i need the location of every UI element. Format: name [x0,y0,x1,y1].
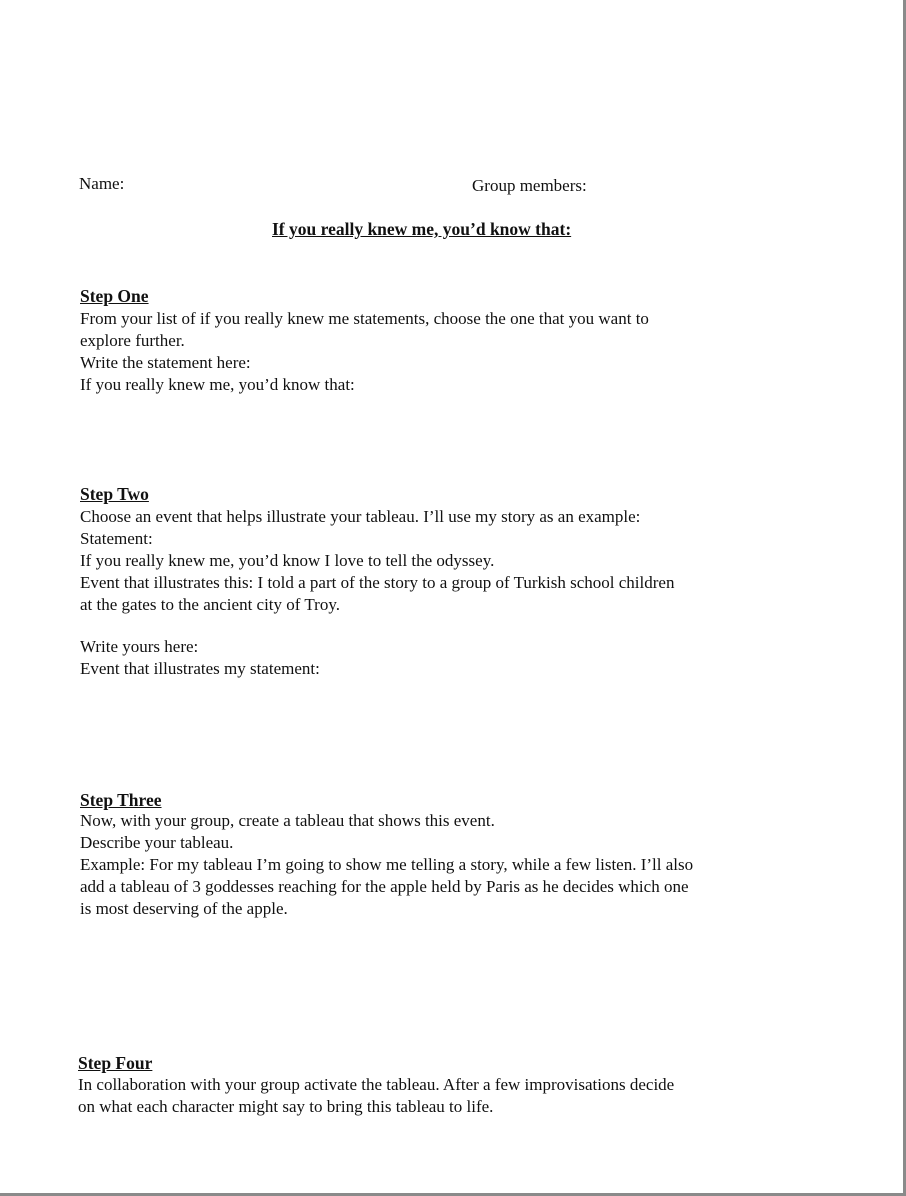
step-one-heading: Step One [80,286,149,306]
step-three-line: Describe your tableau. [80,833,234,852]
step-two-response-prompt [80,636,320,680]
step-two-line: Event that illustrates this: I told a part of the story to a group of Turkish school children [80,573,675,592]
name-label: Name: [79,174,125,193]
group-members-label: Group members: [472,176,587,195]
step-two-heading: Step Two [80,484,149,504]
step-three-line: add a tableau of 3 goddesses reaching for the apple held by Paris as he decides which one [80,877,689,896]
step-four-line: In collaboration with your group activate the tableau. After a few improvisations decide [78,1075,675,1094]
step-two-line: If you really knew me, you’d know I love to tell the odyssey. [80,551,495,570]
step-one-line: explore further. [80,331,185,350]
step-four-heading: Step Four [78,1053,153,1073]
step-two-prompt-line: Event that illustrates my statement: [80,659,320,678]
step-three-line: Example: For my tableau I’m going to show me telling a story, while a few listen. I’ll also [80,855,694,874]
page-title: If you really knew me, you’d know that: [272,219,572,239]
step-one-line: If you really knew me, you’d know that: [80,375,355,394]
step-three-heading: Step Three [80,790,162,810]
step-two-body [80,506,674,616]
step-three-body [80,810,693,920]
step-four-line: on what each character might say to bring this tableau to life. [78,1097,494,1116]
step-one-line: From your list of if you really knew me statements, choose the one that you want to [80,309,649,328]
step-one-body [80,308,649,396]
step-two-line: Choose an event that helps illustrate your tableau. I’ll use my story as an example: [80,507,641,526]
step-four-body [78,1074,674,1118]
step-three-line: Now, with your group, create a tableau that shows this event. [80,811,495,830]
step-two-prompt-line: Write yours here: [80,637,199,656]
step-one-line: Write the statement here: [80,353,251,372]
step-two-line: Statement: [80,529,153,548]
step-three-line: is most deserving of the apple. [80,899,288,918]
step-two-line: at the gates to the ancient city of Troy. [80,595,340,614]
